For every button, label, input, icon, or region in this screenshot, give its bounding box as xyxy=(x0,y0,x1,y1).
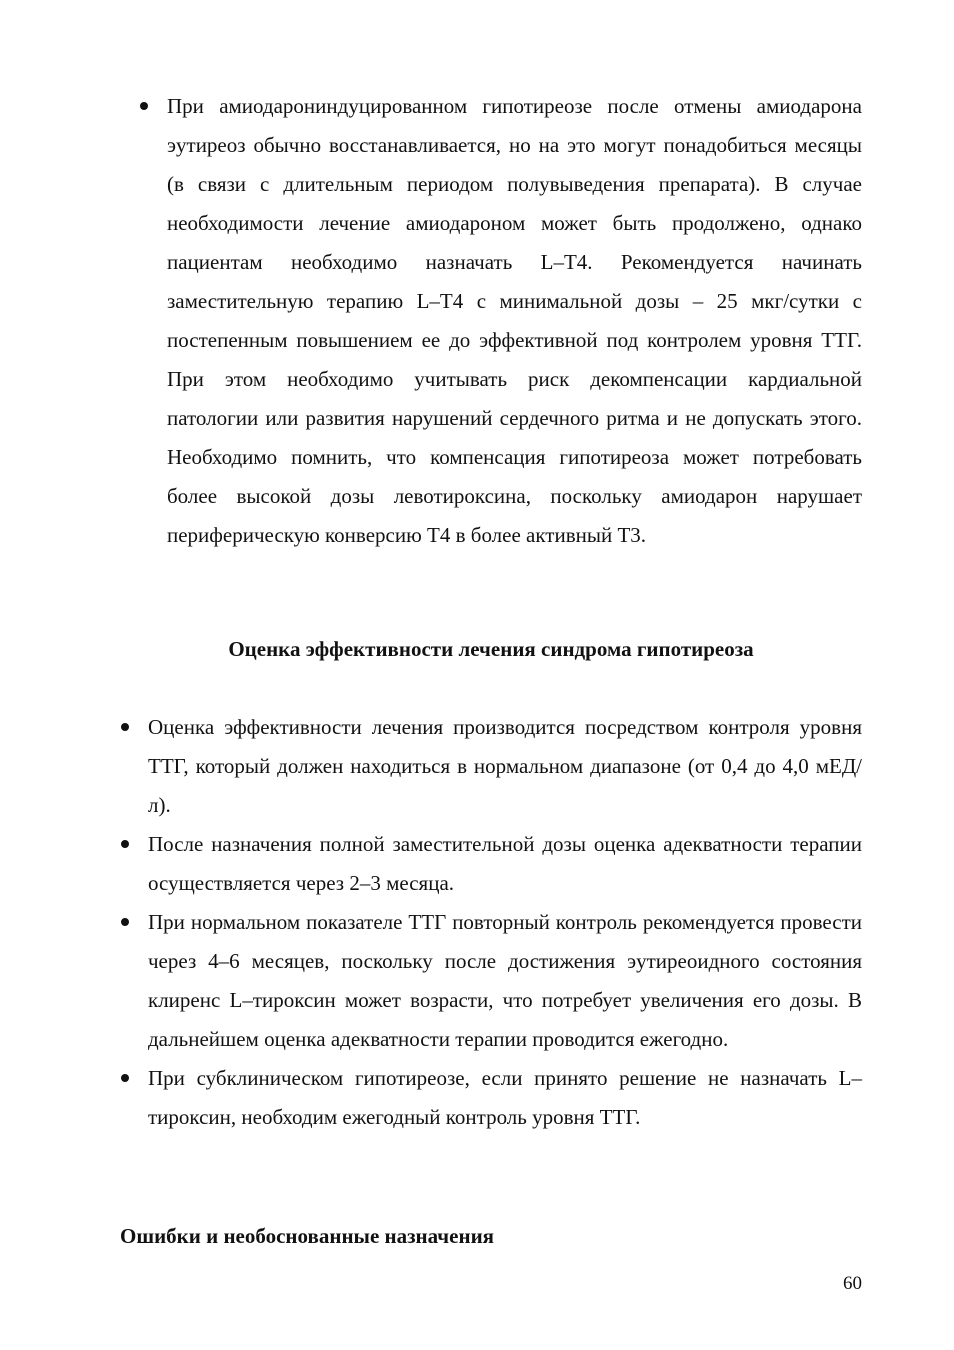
list-item-text: При нормальном показателе ТТГ повторный контроль рекомендуется провести через 4–6 месяцев, поскольку после достижения эутиреоидного состояния клиренс L–тироксин может возрасти, что потребует увеличения его дозы. В дальнейшем оценка адекватности терапии проводится ежегодно. xyxy=(148,910,862,1051)
bullet-icon xyxy=(121,1074,129,1082)
page-number: 60 xyxy=(843,1273,862,1294)
list-item xyxy=(148,825,862,903)
list-item xyxy=(148,1059,862,1137)
section-heading-efficacy: Оценка эффективности лечения синдрома гипотиреоза xyxy=(228,637,754,661)
bullet-icon xyxy=(121,918,129,926)
list-item xyxy=(148,708,862,825)
bullet-list-amiodarone xyxy=(167,87,862,555)
bullet-icon xyxy=(140,102,148,110)
list-item xyxy=(167,87,862,555)
list-item xyxy=(148,903,862,1059)
bullet-icon xyxy=(121,840,129,848)
bullet-icon xyxy=(121,723,129,731)
list-item-text: Оценка эффективности лечения производится посредством контроля уровня ТТГ, который должен находиться в нормальном диапазоне (от 0,4 до 4,0 мЕД/л). xyxy=(148,715,862,817)
list-item-text: При амиодарониндуцированном гипотиреозе после отмены амиодарона эутиреоз обычно восстанавливается, но на это могут понадобиться месяцы (в связи с длительным периодом полувыведения препарата). В случае необходимости лечение амиодароном может быть продолжено, однако пациентам необходимо назначать L–T4. Рекомендуется начинать заместительную терапию L–T4 с минимальной дозы – 25 мкг/сутки с постепенным повышением ее до эффективной под контролем уровня ТТГ. При этом необходимо учитывать риск декомпенсации кардиальной патологии или развития нарушений сердечного ритма и не допускать этого. Необходимо помнить, что компенсация гипотиреоза может потребовать более высокой дозы левотироксина, поскольку амиодарон нарушает периферическую конверсию T4 в более активный T3. xyxy=(167,94,862,547)
bullet-list-efficacy xyxy=(148,708,862,1137)
list-item-text: При субклиническом гипотиреозе, если принято решение не назначать L–тироксин, необходим ежегодный контроль уровня ТТГ. xyxy=(148,1066,862,1129)
section-heading-errors: Ошибки и необоснованные назначения xyxy=(120,1224,495,1248)
list-item-text: После назначения полной заместительной дозы оценка адекватности терапии осуществляется через 2–3 месяца. xyxy=(148,832,862,895)
